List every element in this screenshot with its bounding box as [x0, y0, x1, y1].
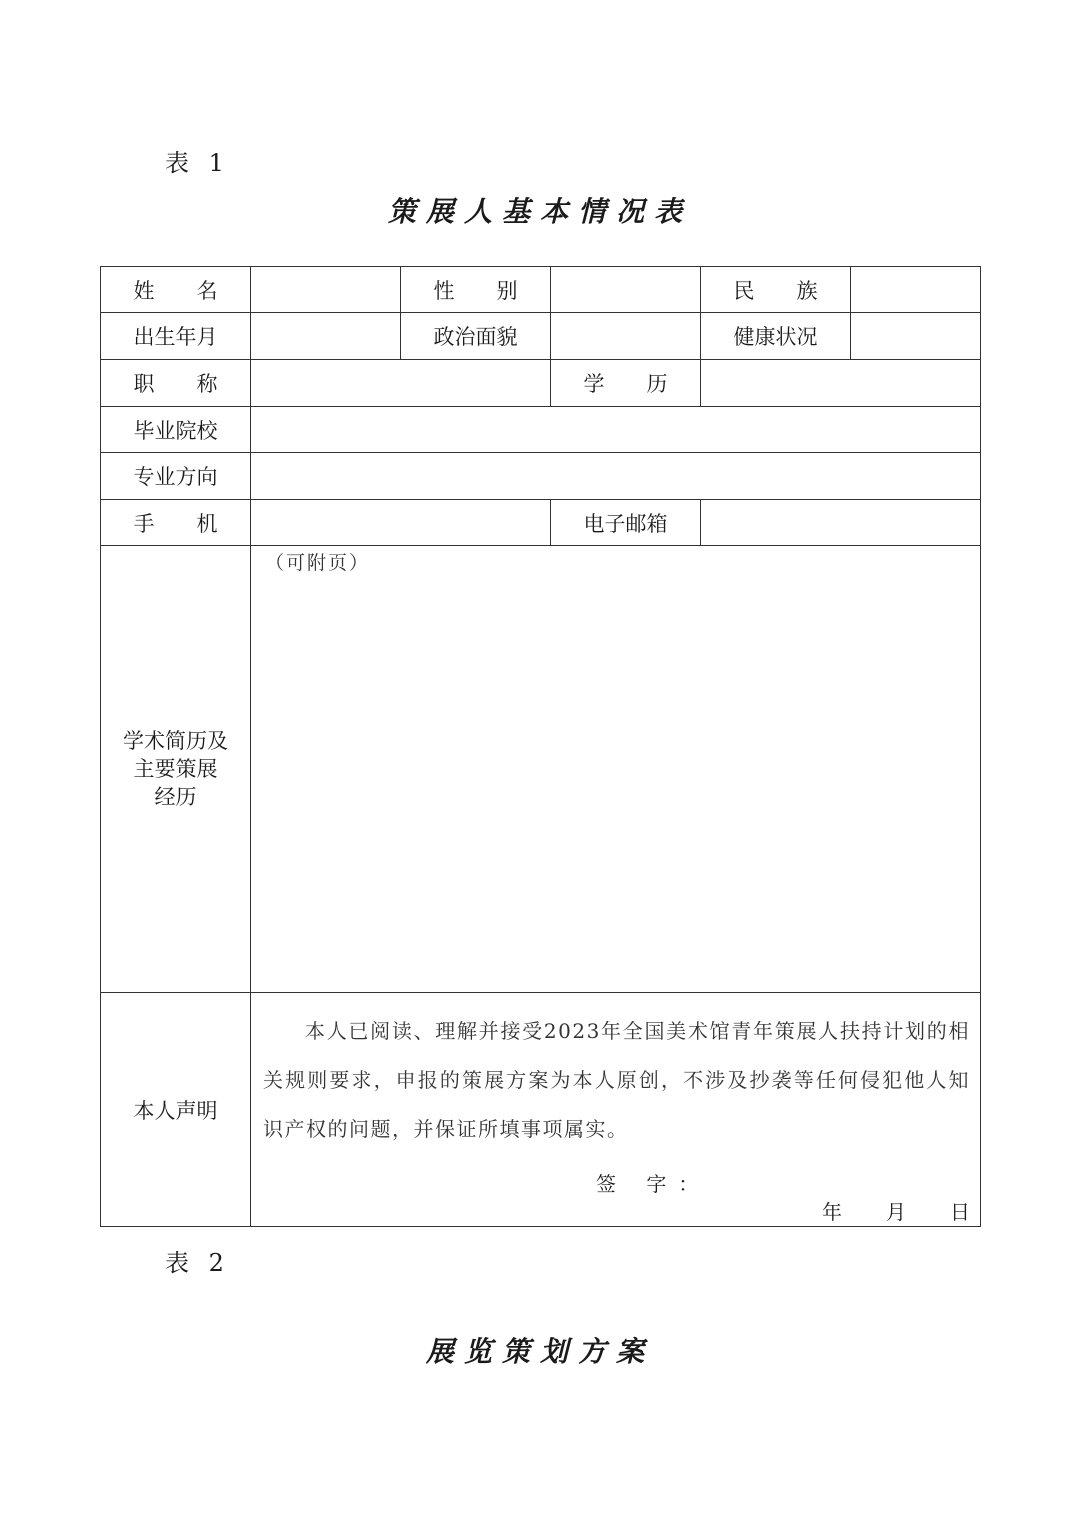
school-field[interactable] — [251, 407, 981, 453]
political-status-field[interactable] — [551, 313, 701, 360]
health-label: 健康状况 — [701, 313, 851, 360]
date-line — [822, 1196, 970, 1225]
resume-label — [101, 546, 251, 993]
gender-label: 性 别 — [401, 267, 551, 313]
date-month: 月 — [886, 1200, 906, 1224]
birth-label: 出生年月 — [101, 313, 251, 360]
date-year: 年 — [822, 1200, 842, 1224]
declaration-label: 本人声明 — [101, 993, 251, 1227]
date-day: 日 — [950, 1200, 970, 1224]
email-label: 电子邮箱 — [551, 500, 701, 546]
curator-info-table — [100, 266, 981, 1227]
table2-title: 展览策划方案 — [425, 1335, 654, 1368]
phone-label: 手 机 — [101, 500, 251, 546]
education-field[interactable] — [701, 360, 981, 407]
political-status-label: 政治面貌 — [401, 313, 551, 360]
resume-label-line3: 经历 — [154, 785, 197, 809]
resume-label-line1: 学术简历及 — [123, 729, 228, 753]
major-label: 专业方向 — [101, 453, 251, 500]
signature-label: 签 字： — [596, 1172, 711, 1196]
name-field[interactable] — [251, 267, 401, 313]
email-field[interactable] — [701, 500, 981, 546]
gender-field[interactable] — [551, 267, 701, 313]
ethnicity-field[interactable] — [851, 267, 981, 313]
table2-caption: 表 2 — [165, 1249, 230, 1277]
health-field[interactable] — [851, 313, 981, 360]
declaration-text: 本人已阅读、理解并接受2023年全国美术馆青年策展人扶持计划的相关规则要求，申报的策展方案为本人原创，不涉及抄袭等任何侵犯他人知识产权的问题，并保证所填事项属实。 — [263, 1019, 970, 1141]
name-label: 姓 名 — [101, 267, 251, 313]
table1-title: 策展人基本情况表 — [387, 195, 692, 228]
major-field[interactable] — [251, 453, 981, 500]
school-label: 毕业院校 — [101, 407, 251, 453]
attach-page-note: （可附页） — [265, 552, 371, 574]
resume-label-line2: 主要策展 — [133, 757, 218, 781]
phone-field[interactable] — [251, 500, 551, 546]
professional-title-label: 职 称 — [101, 360, 251, 407]
resume-field[interactable] — [251, 546, 981, 993]
education-label: 学 历 — [551, 360, 701, 407]
professional-title-field[interactable] — [251, 360, 551, 407]
table1-caption: 表 1 — [165, 149, 230, 177]
birth-field[interactable] — [251, 313, 401, 360]
ethnicity-label: 民 族 — [701, 267, 851, 313]
declaration-cell — [251, 993, 981, 1227]
